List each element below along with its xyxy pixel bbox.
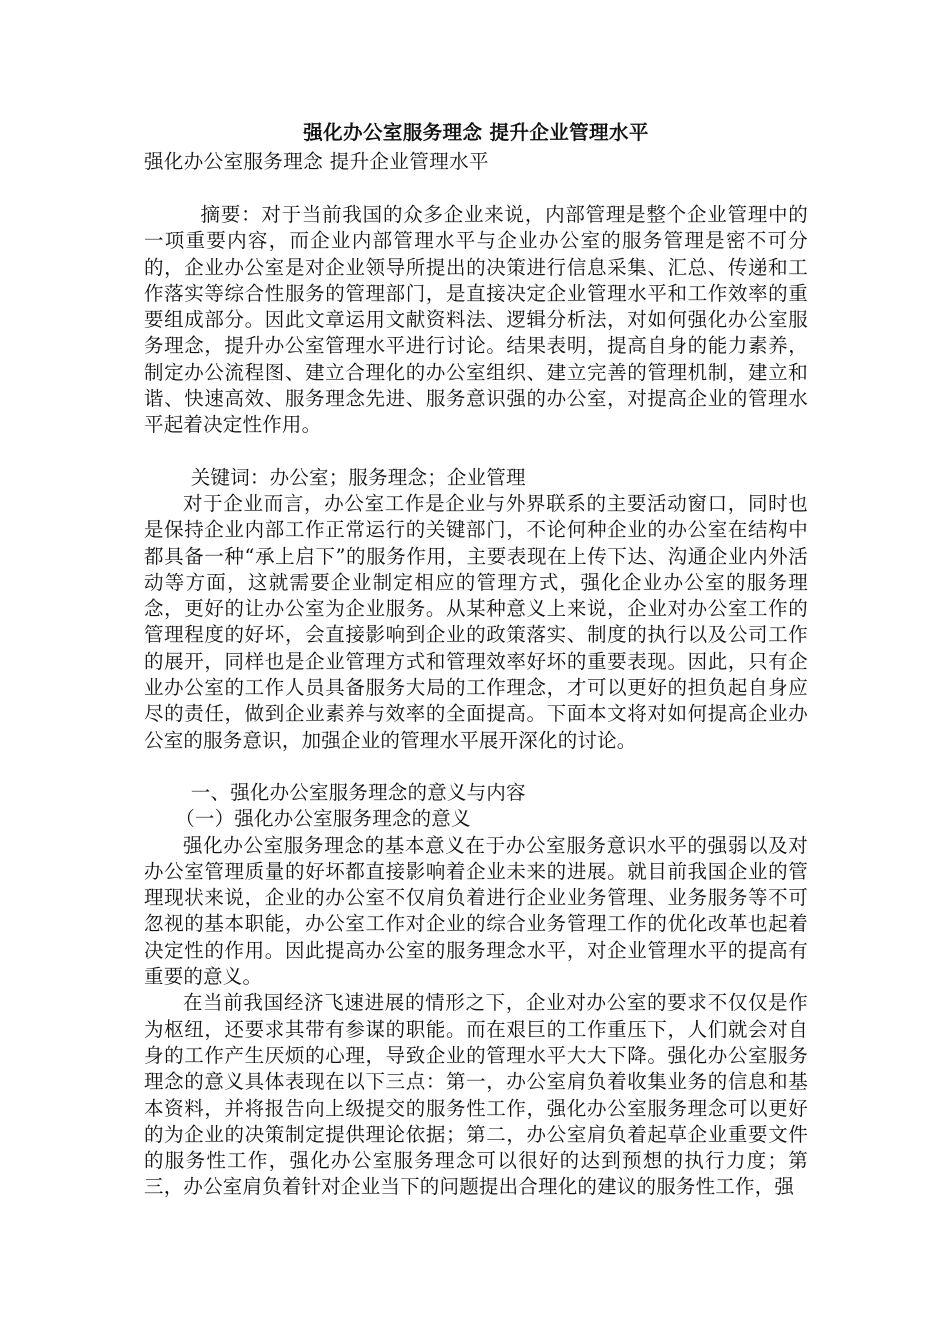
spacer xyxy=(144,176,808,202)
abstract-paragraph: 摘要：对于当前我国的众多企业来说，内部管理是整个企业管理中的一项重要内容，而企业内部管理水平与企业办公室的服务管理是密不可分的，企业办公室是对企业领导所提出的决策进行信息采集、汇总、传递和工作落实等综合性服务的管理部门，是直接决定企业管理水平和工作效率的重要组成部分。因此文章运用文献资料法、逻辑分析法，对如何强化办公室服务理念，提升办公室管理水平进行讨论。结果表明，提高自身的能力素养，制定办公流程图、建立合理化的办公室组织、建立完善的管理机制，建立和谐、快速高效、服务理念先进、服务意识强的办公室，对提高企业的管理水平起着决定性作用。 xyxy=(144,203,808,437)
section-heading: 一、强化办公室服务理念的意义与内容 xyxy=(190,780,526,804)
document-body xyxy=(144,118,808,1201)
body-paragraph-1: 强化办公室服务理念的基本意义在于办公室服务意识水平的强弱以及对办公室管理质量的好坏都直接影响着企业未来的进展。就目前我国企业的管理现状来说，企业的办公室不仅肩负着进行企业业务管理、业务服务等不可忽视的基本职能，办公室工作对企业的综合业务管理工作的优化改革也起着决定性的作用。因此提高办公室的服务理念水平，对企业管理水平的提高有重要的意义。 xyxy=(144,833,808,989)
document-title: 强化办公室服务理念 提升企业管理水平 xyxy=(303,121,649,144)
subsection-heading: （一）强化办公室服务理念的意义 xyxy=(175,807,471,831)
keywords-line: 关键词：办公室；服务理念；企业管理 xyxy=(190,465,526,489)
intro-paragraph: 对于企业而言，办公室工作是企业与外界联系的主要活动窗口，同时也是保持企业内部工作正常运行的关键部门，不论何种企业的办公室在结构中都具备一种“承上启下”的服务作用，主要表现在上传下达、沟通企业内外活动等方面，这就需要企业制定相应的管理方式，强化企业办公室的服务理念，更好的让办公室为企业服务。从某种意义上来说，企业对办公室工作的管理程度的好坏，会直接影响到企业的政策落实、制度的执行以及公司工作的展开，同样也是企业管理方式和管理效率好坏的重要表现。因此，只有企业办公室的工作人员具备服务大局的工作理念，才可以更好的担负起自身应尽的责任，做到企业素养与效率的全面提高。下面本文将对如何提高企业办公室的服务意识，加强企业的管理水平展开深化的讨论。 xyxy=(144,491,808,752)
document-subtitle: 强化办公室服务理念 提升企业管理水平 xyxy=(144,150,489,173)
body-paragraph-2: 在当前我国经济飞速进展的情形之下，企业对办公室的要求不仅仅是作为枢纽，还要求其带有参谋的职能。而在艰巨的工作重压下，人们就会对自身的工作产生厌烦的心理，导致企业的管理水平大大下降。强化办公室服务理念的意义具体表现在以下三点：第一，办公室肩负着收集业务的信息和基本资料，并将报告向上级提交的服务性工作，强化办公室服务理念可以更好的为企业的决策制定提供理论依据；第二，办公室肩负着起草企业重要文件的服务性工作，强化办公室服务理念可以很好的达到预想的执行力度；第三，办公室肩负着针对企业当下的问题提出合理化的建议的服务性工作，强 xyxy=(144,991,808,1199)
spacer xyxy=(144,754,808,780)
spacer xyxy=(144,439,808,465)
